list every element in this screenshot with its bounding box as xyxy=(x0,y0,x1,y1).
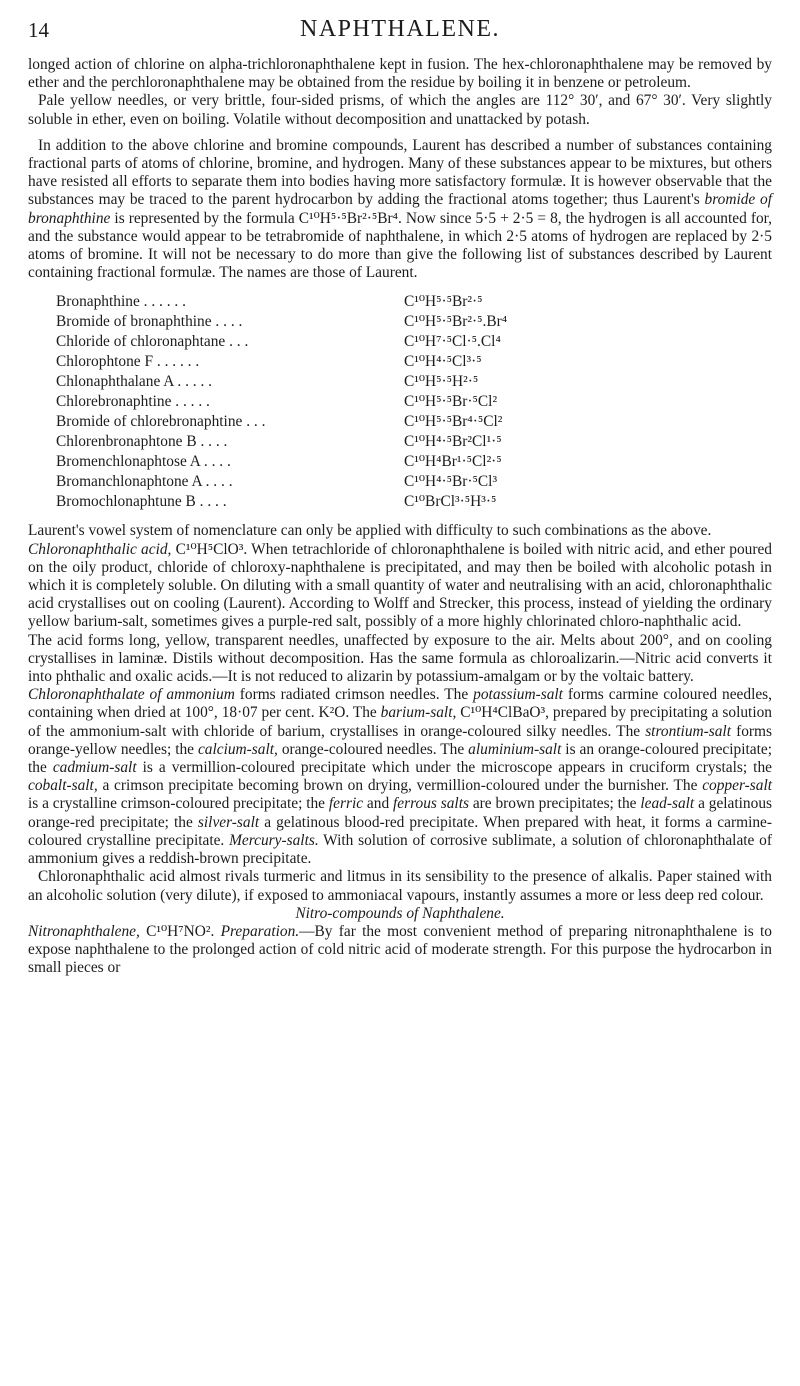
paragraph-perchloronaphthalene: longed action of chlorine on alpha-trichloronaphthalene kept in fusion. The hex-chloronaphthalene may be removed by ether and the perchloronaphthalene may be obtained from the residue by boiling it in benzene or petroleum. xyxy=(28,56,772,92)
paragraph-salts: Chloronaphthalate of ammonium forms radiated crimson needles. The potassium-salt forms carmine coloured needles, containing when dried at 100°, 18·07 per cent. K²O. The barium-salt, C¹⁰H⁴ClBaO³, prepared by precipitating a solution of the ammonium-salt with chloride of barium, crystallises in orange-coloured silky needles. The strontium-salt forms orange-yellow needles; the calcium-salt, orange-coloured needles. The aluminium-salt is an orange-coloured precipitate; the cadmium-salt is a vermillion-coloured precipitate which under the microscope appears in cruciform crystals; the cobalt-salt, a crimson precipitate becoming brown on drying, vermillion-coloured under the burnisher. The copper-salt is a crystalline crimson-coloured precipitate; the ferric and ferrous salts are brown precipitates; the lead-salt a gelatinous orange-red precipitate; the silver-salt a gelatinous blood-red precipitate. When prepared with heat, it forms a carmine-coloured crystalline precipitate. Mercury-salts. With solution of corrosive sublimate, a solution of chloronaphthalate of ammonium gives a reddish-brown precipitate. xyxy=(28,686,773,868)
paragraph-acid-properties: The acid forms long, yellow, transparent needles, unaffected by exposure to the air. Melts about 200°, and on cooling crystallises in laminæ. Distils without decomposition. Has the same formula as chloroalizarin.—Nitric acid converts it into phthalic and oxalic acids.—It is not reduced to alizarin by potassium-amalgam or by the voltaic battery. xyxy=(28,631,772,686)
compound-row xyxy=(56,472,656,492)
page-body xyxy=(28,56,772,978)
compound-row xyxy=(56,292,656,312)
compound-name: Bromide of bronaphthine . . . . xyxy=(56,313,243,331)
running-title: NAPHTHALENE. xyxy=(300,16,500,42)
page-number: 14 xyxy=(28,18,49,42)
compound-row xyxy=(56,412,656,432)
compound-formula: C¹⁰H⁵·⁵H²·⁵ xyxy=(404,373,479,391)
compound-name: Chlorenbronaphtone B . . . . xyxy=(56,433,228,451)
compound-name: Chlorophtone F . . . . . . xyxy=(56,353,200,371)
compound-name: Bromanchlonaphtone A . . . . xyxy=(56,473,233,491)
compound-name: Bromenchlonaphtose A . . . . xyxy=(56,453,231,471)
compound-row xyxy=(56,372,656,392)
compound-formula: C¹⁰BrCl³·⁵H³·⁵ xyxy=(404,493,497,511)
compound-row xyxy=(56,452,656,472)
compound-table xyxy=(56,292,656,512)
compound-formula: C¹⁰H⁴·⁵Cl³·⁵ xyxy=(404,353,482,371)
compound-formula: C¹⁰H⁷·⁵Cl·⁵.Cl⁴ xyxy=(404,333,501,351)
compound-formula: C¹⁰H⁵·⁵Br²·⁵.Br⁴ xyxy=(404,313,508,331)
compound-formula: C¹⁰H⁴Br¹·⁵Cl²·⁵ xyxy=(404,453,502,471)
compound-name: Chlonaphthalane A . . . . . xyxy=(56,373,213,391)
compound-formula: C¹⁰H⁴·⁵Br·⁵Cl³ xyxy=(404,473,498,491)
paragraph-nomenclature: Laurent's vowel system of nomenclature can only be applied with difficulty to such combinations as the above. xyxy=(28,522,712,540)
compound-row xyxy=(56,492,656,512)
paragraph-indicator: Chloronaphthalic acid almost rivals turmeric and litmus in its sensibility to the presence of alkalis. Paper stained with an alcoholic solution (very dilute), if exposed to ammoniacal vapours, instantly assumes a more or less deep red colour. xyxy=(28,868,772,904)
compound-formula: C¹⁰H⁵·⁵Br⁴·⁵Cl² xyxy=(404,413,503,431)
compound-row xyxy=(56,392,656,412)
compound-row xyxy=(56,332,656,352)
paragraph-properties: Pale yellow needles, or very brittle, four-sided prisms, of which the angles are 112° 30′, and 67° 30′. Very slightly soluble in ether, even on boiling. Volatile without decomposition and unattacked by potash. xyxy=(28,92,772,128)
compound-formula: C¹⁰H⁵·⁵Br·⁵Cl² xyxy=(404,393,498,411)
compound-name: Bromide of chlorebronaphtine . . . xyxy=(56,413,266,431)
section-heading: Nitro-compounds of Naphthalene. xyxy=(295,904,505,922)
paragraph-chloronaphthalic-acid: Chloronaphthalic acid, C¹⁰H⁵ClO³. When tetrachloride of chloronaphthalene is boiled with nitric acid, and ether poured on the oily product, chloride of chloroxy-naphthalene is precipitated, and may then be boiled with alcoholic potash in which it is completely soluble. On diluting with a small quantity of water and neutralising with an acid, chloronaphthalic acid crystallises out on cooling (Laurent). According to Wolff and Strecker, this process, instead of yielding the ordinary yellow barium-salt, sometimes gives a purple-red salt, possibly of a more highly chlorinated chloro-naphthalic acid. xyxy=(28,540,772,631)
compound-row xyxy=(56,312,656,332)
compound-name: Bromochlonaphtune B . . . . xyxy=(56,493,227,511)
compound-name: Chlorebronaphtine . . . . . xyxy=(56,393,210,411)
compound-formula: C¹⁰H⁵·⁵Br²·⁵ xyxy=(404,293,483,311)
running-header xyxy=(28,12,772,46)
paragraph-laurent-compounds: In addition to the above chlorine and bromine compounds, Laurent has described a number of substances containing fractional parts of atoms of chlorine, bromine, and hydrogen. Many of these substances appear to be mixtures, but others have resisted all efforts to separate them into bodies having more satisfactory formulæ. It is however observable that the substances may be traced to the parent hydrocarbon by adding the fractional atoms together; thus Laurent's bromide of bronaphthine is represented by the formula C¹⁰H⁵·⁵Br²·⁵Br⁴. Now since 5·5 + 2·5 = 8, the hydrogen is all accounted for, and the substance would appear to be tetrabromide of naphthalene, in which 2·5 atoms of hydrogen are replaced by 2·5 atoms of bromine. It will not be necessary to do more than give the following list of substances described by Laurent containing fractional formulæ. The names are those of Laurent. xyxy=(28,136,772,282)
compound-row xyxy=(56,352,656,372)
compound-name: Bronaphthine . . . . . . xyxy=(56,293,186,311)
compound-name: Chloride of chloronaphtane . . . xyxy=(56,333,249,351)
compound-row xyxy=(56,432,656,452)
paragraph-nitronaphthalene: Nitronaphthalene, C¹⁰H⁷NO². Preparation.—By far the most convenient method of preparing nitronaphthalene is to expose naphthalene to the prolonged action of cold nitric acid of moderate strength. For this purpose the hydrocarbon in small pieces or xyxy=(28,922,772,977)
compound-formula: C¹⁰H⁴·⁵Br²Cl¹·⁵ xyxy=(404,433,502,451)
